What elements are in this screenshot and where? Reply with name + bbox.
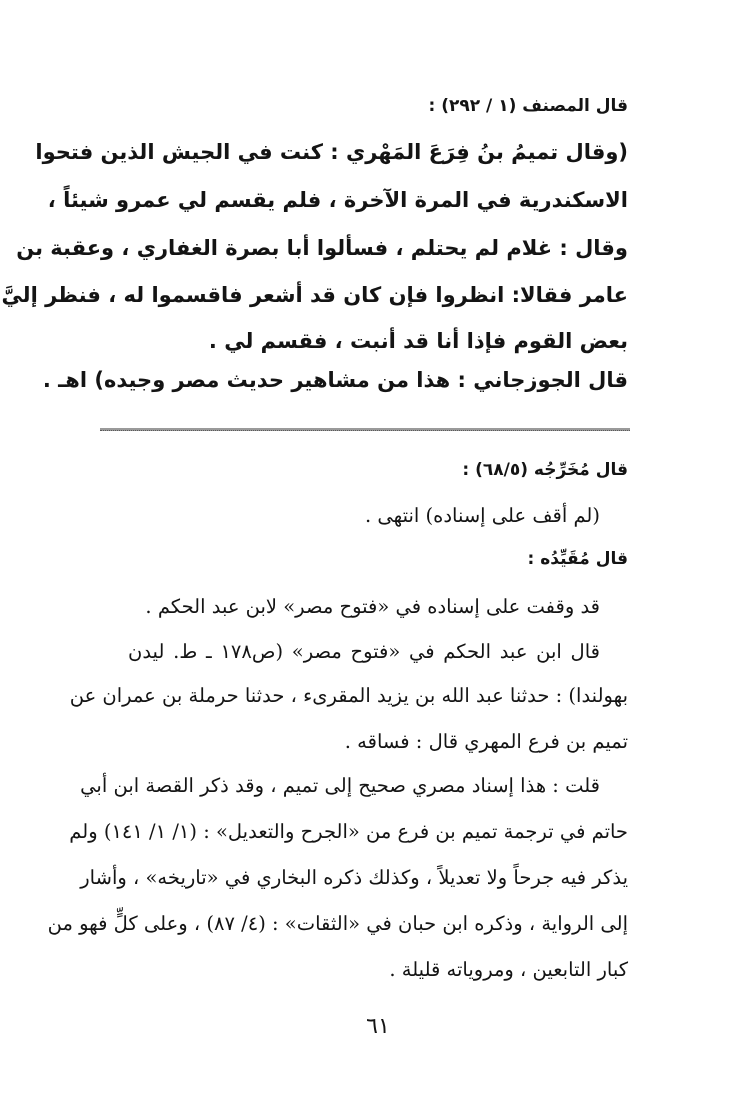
paragraph-2-line-1: قال ابن عبد الحكم في «فتوح مصر» (ص١٧٨ ـ ط. ليدن [128, 640, 600, 663]
mukharrij-quote: (لم أقف على إسناده) انتهى . [364, 504, 600, 527]
paragraph-3-line-5: كبار التابعين ، ومروياته قليلة . [389, 958, 628, 981]
quote-line-5: بعض القوم فإذا أنا قد أنبت ، فقسم لي . [208, 329, 628, 353]
section-heading-muqayyid: قال مُقَيِّدُه : [527, 549, 628, 569]
section-heading-mukharrij: قال مُخَرِّجُه (٦٨/٥) : [462, 460, 628, 480]
quote-line-1: (وقال تميمُ بنُ فِرَعَ المَهْري : كنت في الجيش الذين فتحوا [35, 140, 628, 164]
quote-line-4: عامر فقالا: انظروا فإن كان قد أشعر فاقسموا له ، فنظر إليَّ [1, 283, 628, 307]
quote-line-3: وقال : غلام لم يحتلم ، فسألوا أبا بصرة الغفاري ، وعقبة بن [16, 236, 628, 260]
paragraph-3-line-1: قلت : هذا إسناد مصري صحيح إلى تميم ، وقد ذكر القصة ابن أبي [80, 774, 600, 797]
quote-line-6: قال الجوزجاني : هذا من مشاهير حديث مصر وجيده) اهـ . [42, 368, 628, 392]
quote-line-2: الاسكندرية في المرة الآخرة ، فلم يقسم لي عمرو شيئاً ، [47, 188, 628, 212]
section-heading-author: قال المصنف (١ / ٢٩٢) : [428, 96, 628, 116]
paragraph-3-line-3: يذكر فيه جرحاً ولا تعديلاً ، وكذلك ذكره البخاري في «تاريخه» ، وأشار [80, 866, 628, 889]
paragraph-2-line-3: تميم بن فرع المهري قال : فساقه . [344, 730, 628, 753]
page-number: ٦١ [366, 1014, 390, 1039]
section-divider [100, 428, 630, 431]
paragraph-1-line-1: قد وقفت على إسناده في «فتوح مصر» لابن عبد الحكم . [145, 595, 600, 618]
paragraph-2-line-2: بهولندا) : حدثنا عبد الله بن يزيد المقرىء ، حدثنا حرملة بن عمران عن [69, 684, 628, 707]
paragraph-3-line-2: حاتم في ترجمة تميم بن فرع من «الجرح والتعديل» : (١/ ١/ ١٤١) ولم [69, 820, 628, 843]
paragraph-3-line-4: إلى الرواية ، وذكره ابن حبان في «الثقات» : (٤/ ٨٧) ، وعلى كلٍّ فهو من [47, 912, 628, 935]
